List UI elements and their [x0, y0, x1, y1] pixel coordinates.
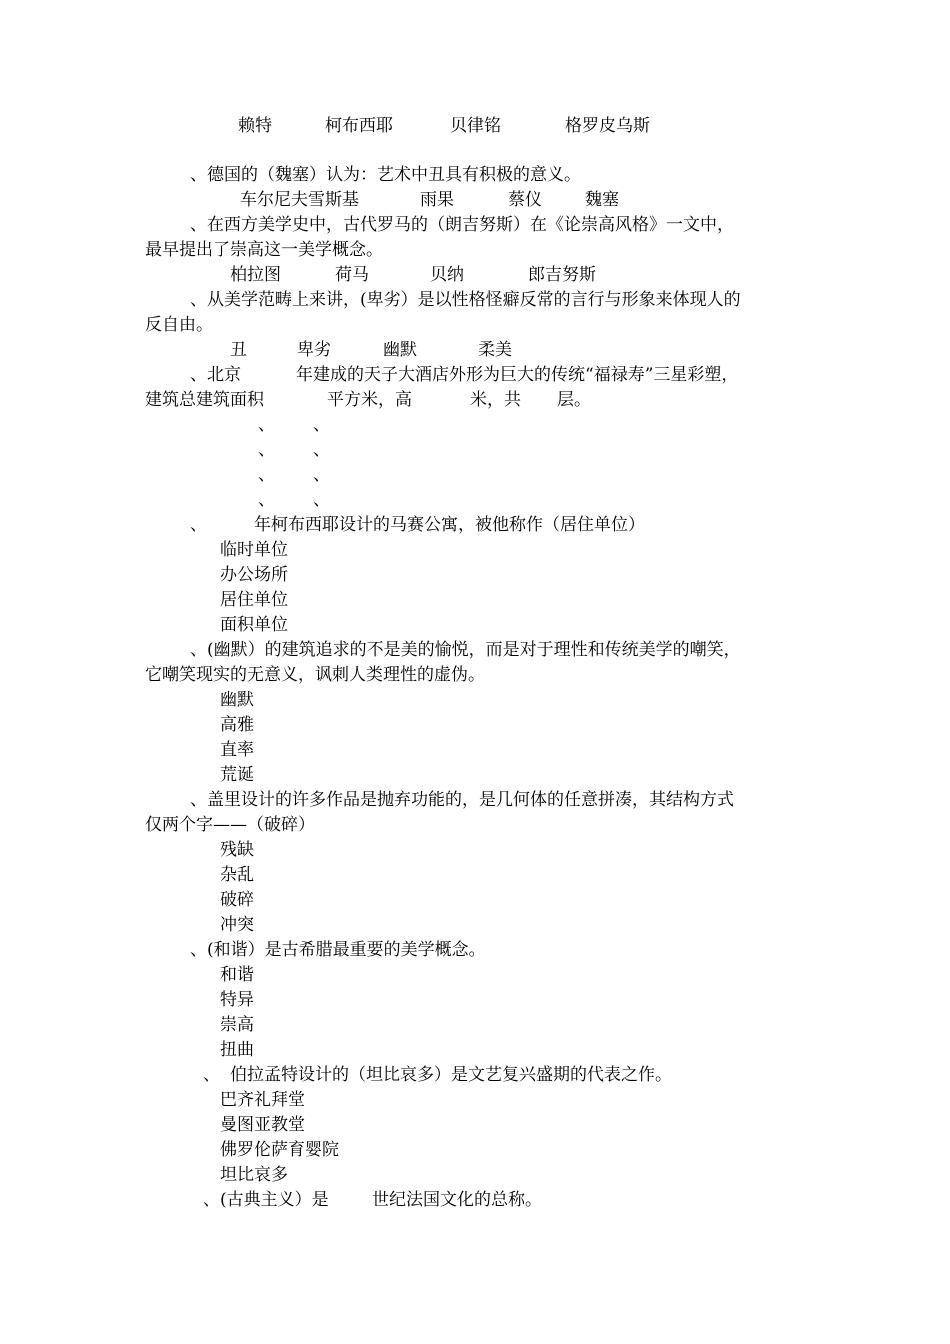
option: 破碎: [220, 890, 254, 910]
question-text: 、德国的（魏塞）认为：艺术中丑具有积极的意义。: [190, 165, 581, 185]
option: 雨果: [420, 190, 454, 210]
option: 卑劣: [297, 340, 331, 360]
option: 魏塞: [585, 190, 619, 210]
option: 面积单位: [220, 615, 288, 635]
option: 丑: [230, 340, 247, 360]
question-text: 层。: [557, 390, 591, 410]
option: 临时单位: [220, 540, 288, 560]
question-text: 年柯布西耶设计的马赛公寓，被他称作（居住单位）: [254, 515, 645, 535]
question-text: 米，共: [470, 390, 521, 410]
question-text: 、: [203, 1065, 220, 1085]
option: 扭曲: [220, 1040, 254, 1060]
question-text: 、在西方美学史中，古代罗马的（朗吉努斯）在《论崇高风格》一文中，: [190, 215, 734, 235]
option: 蔡仪: [508, 190, 542, 210]
question-text: 、盖里设计的许多作品是抛弃功能的，是几何体的任意拼凑，其结构方式: [190, 790, 734, 810]
question-text: 建筑总建筑面积: [145, 390, 264, 410]
separator-mark: 、: [258, 465, 275, 485]
question-text: 平方米，高: [327, 390, 412, 410]
question-text: 反自由。: [145, 315, 213, 335]
option: 曼图亚教堂: [220, 1115, 305, 1135]
option: 办公场所: [220, 565, 288, 585]
question-text: 、(古典主义）是: [203, 1190, 329, 1210]
option: 柯布西耶: [325, 116, 393, 136]
option: 柔美: [478, 340, 512, 360]
question-text: 、(和谐）是古希腊最重要的美学概念。: [190, 940, 486, 960]
option: 柏拉图: [230, 265, 281, 285]
option: 直率: [220, 740, 254, 760]
option: 居住单位: [220, 590, 288, 610]
option: 特异: [220, 990, 254, 1010]
option: 高雅: [220, 715, 254, 735]
option: 赖特: [238, 116, 272, 136]
question-text: 伯拉孟特设计的（坦比哀多）是文艺复兴盛期的代表之作。: [230, 1065, 672, 1085]
question-text: 最早提出了崇高这一美学概念。: [145, 240, 383, 260]
question-text: 、(幽默）的建筑追求的不是美的愉悦，而是对于理性和传统美学的嘲笑，: [190, 640, 741, 660]
option: 巴齐礼拜堂: [220, 1090, 305, 1110]
question-text: 、北京: [190, 365, 241, 385]
option: 和谐: [220, 965, 254, 985]
option: 格罗皮乌斯: [565, 116, 650, 136]
separator-mark: 、: [313, 440, 330, 460]
question-text: 世纪法国文化的总称。: [372, 1190, 542, 1210]
option: 荷马: [335, 265, 369, 285]
option: 荒诞: [220, 765, 254, 785]
option: 残缺: [220, 840, 254, 860]
separator-mark: 、: [313, 490, 330, 510]
question-text: 、: [190, 515, 207, 535]
question-text: 仅两个字——（破碎）: [145, 815, 315, 835]
option: 杂乱: [220, 865, 254, 885]
option: 幽默: [220, 690, 254, 710]
separator-mark: 、: [313, 415, 330, 435]
question-text: 年建成的天子大酒店外形为巨大的传统“福禄寿”三星彩塑，: [296, 365, 739, 385]
separator-mark: 、: [258, 415, 275, 435]
option: 车尔尼夫雪斯基: [240, 190, 359, 210]
option: 贝纳: [430, 265, 464, 285]
option: 佛罗伦萨育婴院: [220, 1140, 339, 1160]
question-text: 、从美学范畴上来讲，(卑劣）是以性格怪癖反常的言行与形象来体现人的: [190, 290, 741, 310]
option: 贝律铭: [450, 116, 501, 136]
option: 幽默: [383, 340, 417, 360]
option: 冲突: [220, 915, 254, 935]
option: 郎吉努斯: [528, 265, 596, 285]
separator-mark: 、: [313, 465, 330, 485]
separator-mark: 、: [258, 440, 275, 460]
option: 坦比哀多: [220, 1165, 288, 1185]
option: 崇高: [220, 1015, 254, 1035]
separator-mark: 、: [258, 490, 275, 510]
question-text: 它嘲笑现实的无意义，讽刺人类理性的虚伪。: [145, 665, 485, 685]
